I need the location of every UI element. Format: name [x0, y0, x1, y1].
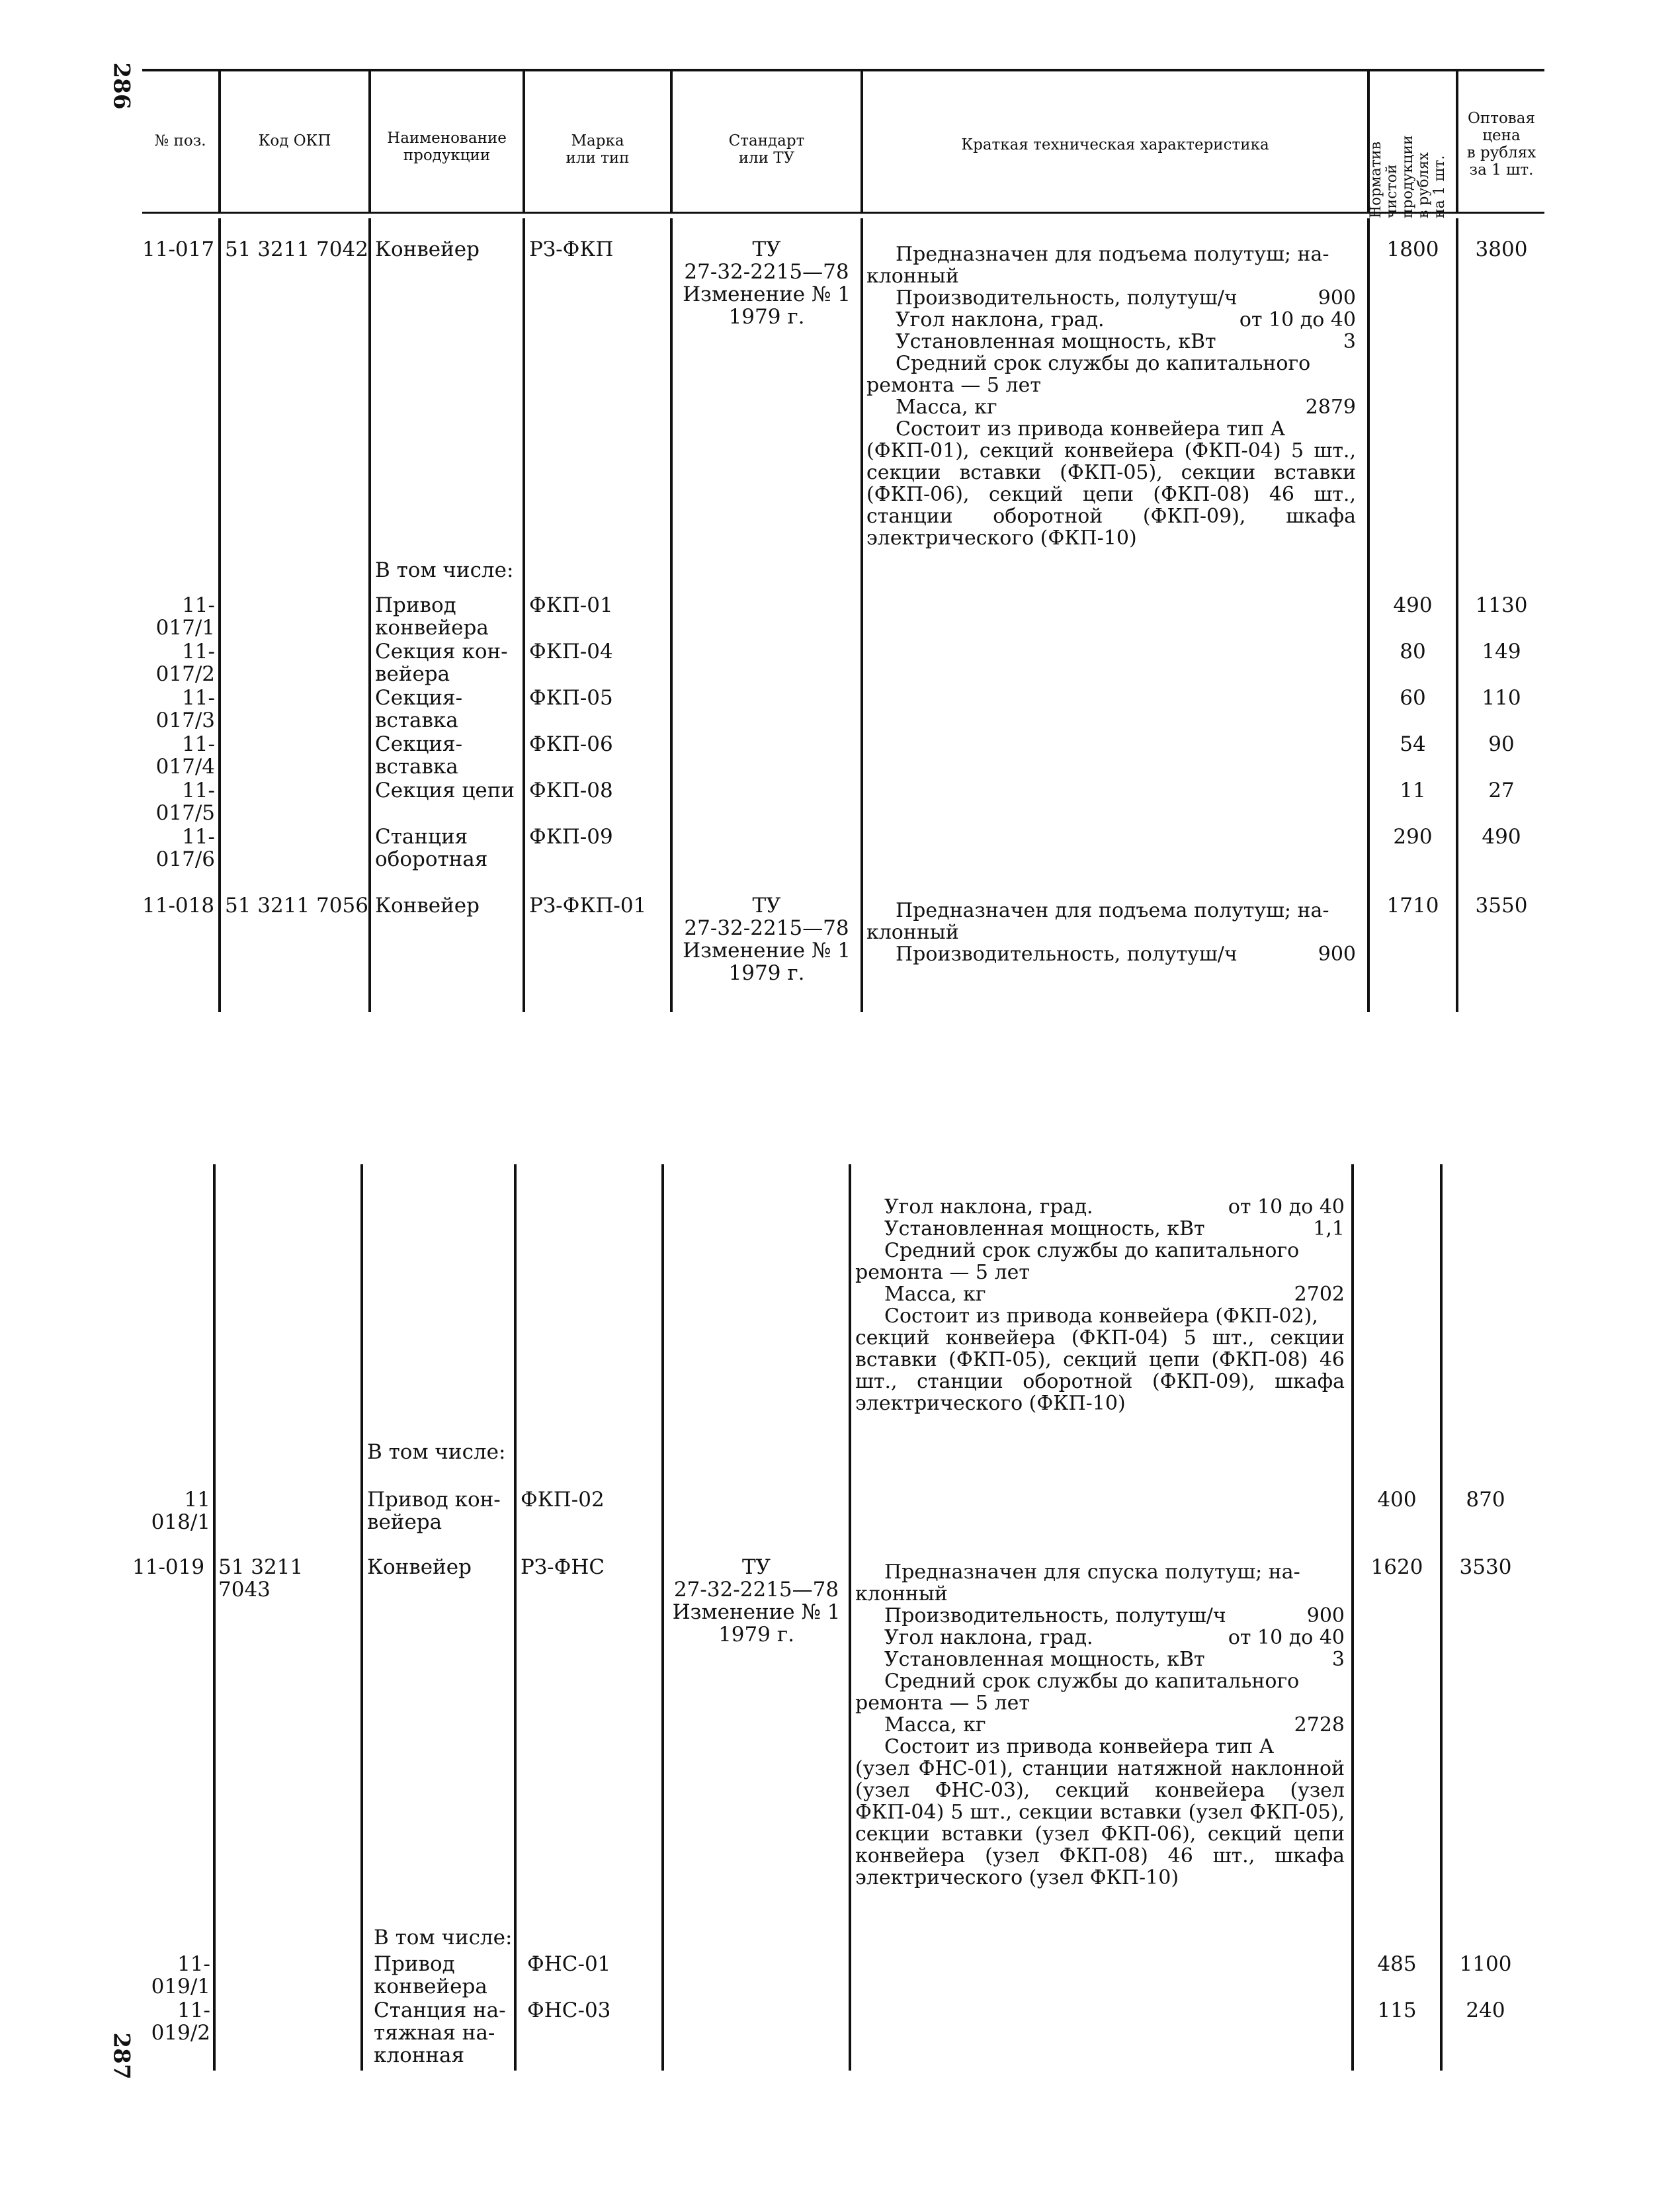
spec-017-mass-label: Масса, кг	[896, 396, 997, 419]
spec-019-composition-2: (узел ФНС-01), станции натяжной наклонной (узел ФНС-03), секций конвейера (узел ФКП-04) 5 шт., секции вставки (узел ФКП-05), секции вставки (узел ФКП-06), секций цепи конвейера (узел ФКП-08) 46 шт., шкафа электрического (узел ФКП-10)	[855, 1757, 1345, 1889]
spec-017-intro-1: Предназначен для подъема полутуш; на-	[896, 243, 1329, 266]
mark-11-017-5: ФКП-08	[529, 779, 613, 802]
bottom-sep-5	[849, 1164, 851, 2071]
body-sep-1	[218, 218, 221, 1012]
spec-11-018-top	[866, 900, 1356, 965]
price-11-019-1: 1100	[1459, 1952, 1512, 1976]
name-11-017-4: Секция- вставка	[375, 732, 463, 779]
including-label-019: В том числе:	[374, 1926, 513, 1950]
price-11-017-2: 149	[1482, 640, 1521, 664]
norm-11-017-3: 60	[1400, 686, 1426, 710]
bottom-sep-1	[213, 1164, 216, 2071]
price-11-019: 3530	[1459, 1555, 1512, 1579]
spec-019-angle-value: от 10 до 40	[1228, 1626, 1345, 1649]
mark-11-017-4: ФКП-06	[529, 732, 613, 756]
norm-11-019-2: 115	[1377, 1998, 1417, 2022]
norm-11-017-2: 80	[1400, 640, 1426, 664]
spec-018-intro-1: Предназначен для подъема полутуш; на-	[896, 899, 1329, 922]
bottom-sep-6	[1351, 1164, 1354, 2071]
norm-11-017-6: 290	[1393, 825, 1433, 849]
std-11-018: ТУ 27-32-2215—78 Изменение № 1 1979 г.	[683, 894, 851, 985]
spec-018c-mass	[855, 1283, 1345, 1305]
spec-019-mass-value: 2728	[1294, 1713, 1345, 1737]
spec-019-life-2: ремонта — 5 лет	[855, 1692, 1030, 1715]
norm-11-017-4: 54	[1400, 732, 1426, 756]
pos-11-017-5: 11- 017/5	[155, 779, 215, 825]
spec-019-intro-2: клонный	[855, 1582, 948, 1606]
spec-017-mass-value: 2879	[1305, 396, 1356, 419]
spec-019-productivity-label: Производительность, полутуш/ч	[884, 1604, 1226, 1627]
pos-11-018: 11-018	[142, 894, 215, 918]
spec-018c-power-label: Установленная мощность, кВт	[884, 1217, 1205, 1240]
name-11-019-2: Станция на- тяжная на- клонная	[374, 1998, 506, 2067]
including-label-018: В том числе:	[367, 1440, 506, 1464]
price-11-017-5: 27	[1488, 779, 1515, 802]
spec-019-mass	[855, 1714, 1345, 1736]
name-11-018: Конвейер	[375, 894, 480, 918]
mark-11-018: РЗ-ФКП-01	[529, 894, 647, 918]
spec-019-productivity	[855, 1605, 1345, 1627]
pos-11-017-2: 11- 017/2	[155, 640, 215, 686]
norm-11-017-1: 490	[1393, 593, 1433, 617]
spec-018-intro-2: клонный	[866, 921, 959, 944]
spec-019-power	[855, 1649, 1345, 1670]
spec-017-power-value: 3	[1343, 330, 1356, 353]
pos-11-018-1: 11 018/1	[151, 1488, 210, 1534]
header-norm: Норматив чистой продукции в рублях на 1 шт.	[1368, 135, 1448, 218]
spec-11-019	[855, 1561, 1345, 1889]
spec-017-mass	[866, 396, 1356, 418]
okp-11-018: 51 3211 7056	[225, 894, 368, 918]
spec-018-productivity	[866, 943, 1356, 965]
mark-11-019-2: ФНС-03	[527, 1998, 611, 2022]
spec-018c-life-2: ремонта — 5 лет	[855, 1261, 1030, 1284]
spec-018c-power	[855, 1218, 1345, 1240]
spec-017-angle-label: Угол наклона, град.	[896, 308, 1105, 331]
price-11-017-6: 490	[1482, 825, 1521, 849]
mark-11-019: РЗ-ФНС	[521, 1555, 605, 1579]
spec-019-intro-1: Предназначен для спуска полутуш; на-	[884, 1561, 1300, 1584]
norm-11-019-1: 485	[1377, 1952, 1417, 1976]
price-11-017: 3800	[1475, 237, 1528, 261]
norm-11-017-5: 11	[1400, 779, 1426, 802]
header-bottom-rule	[142, 212, 1544, 214]
name-11-017-3: Секция- вставка	[375, 686, 463, 732]
header-mark: Марка или тип	[566, 132, 630, 167]
mark-11-017-6: ФКП-09	[529, 825, 613, 849]
name-11-019: Конвейер	[367, 1555, 472, 1579]
okp-11-019: 51 3211 7043	[218, 1555, 304, 1602]
pos-11-019: 11-019	[132, 1555, 205, 1579]
spec-11-018-cont	[855, 1196, 1345, 1414]
price-11-017-4: 90	[1488, 732, 1515, 756]
mark-11-017-1: ФКП-01	[529, 593, 613, 617]
pos-11-017: 11-017	[142, 237, 215, 261]
bottom-sep-7	[1440, 1164, 1443, 2071]
name-11-018-1: Привод кон- вейера	[367, 1488, 501, 1534]
body-sep-4	[670, 218, 673, 1012]
mark-11-017-2: ФКП-04	[529, 640, 613, 664]
spec-018c-mass-label: Масса, кг	[884, 1283, 986, 1306]
spec-019-power-value: 3	[1331, 1648, 1345, 1671]
pos-11-017-3: 11- 017/3	[155, 686, 215, 732]
spec-019-life-1: Средний срок службы до капитального	[884, 1670, 1300, 1693]
price-11-017-1: 1130	[1475, 593, 1528, 617]
norm-11-017: 1800	[1386, 237, 1439, 261]
price-11-019-2: 240	[1466, 1998, 1505, 2022]
spec-018c-composition-1: Состоит из привода конвейера (ФКП-02),	[884, 1305, 1318, 1328]
spec-017-power	[866, 331, 1356, 353]
spec-017-productivity-value: 900	[1318, 286, 1356, 310]
body-sep-2	[368, 218, 371, 1012]
name-11-017-2: Секция кон- вейера	[375, 640, 508, 686]
price-11-018-1: 870	[1466, 1488, 1505, 1512]
spec-018c-life-1: Средний срок службы до капитального	[884, 1239, 1300, 1262]
okp-11-017: 51 3211 7042	[225, 237, 368, 261]
spec-019-productivity-value: 900	[1306, 1604, 1345, 1627]
mark-11-018-1: ФКП-02	[521, 1488, 605, 1512]
spec-018-productivity-value: 900	[1318, 943, 1356, 966]
spec-018-productivity-label: Производительность, полутуш/ч	[896, 943, 1238, 966]
spec-019-power-label: Установленная мощность, кВт	[884, 1648, 1205, 1671]
spec-019-composition-1: Состоит из привода конвейера тип А	[884, 1735, 1275, 1758]
spec-11-017	[866, 243, 1356, 549]
bottom-sep-2	[360, 1164, 363, 2071]
spec-019-mass-label: Масса, кг	[884, 1713, 986, 1737]
header-name: Наименование продукции	[387, 130, 507, 164]
page-number-bottom: 287	[108, 2032, 135, 2080]
mark-11-019-1: ФНС-01	[527, 1952, 611, 1976]
header-pos: № поз.	[154, 132, 206, 150]
spec-017-power-label: Установленная мощность, кВт	[896, 330, 1216, 353]
spec-017-angle	[866, 309, 1356, 331]
pos-11-019-2: 11- 019/2	[151, 1998, 210, 2045]
spec-018c-angle	[855, 1196, 1345, 1218]
spec-017-life-1: Средний срок службы до капитального	[896, 352, 1311, 375]
norm-11-018: 1710	[1386, 894, 1439, 918]
header-okp: Код ОКП	[258, 132, 331, 150]
price-11-018: 3550	[1475, 894, 1528, 918]
spec-018c-power-value: 1,1	[1313, 1217, 1345, 1240]
norm-11-019: 1620	[1370, 1555, 1423, 1579]
body-sep-5	[861, 218, 863, 1012]
spec-017-intro-2: клонный	[866, 265, 959, 288]
name-11-017-1: Привод конвейера	[375, 593, 489, 640]
name-11-017-5: Секция цепи	[375, 779, 515, 802]
header-price: Оптовая цена в рублях за 1 шт.	[1466, 110, 1536, 179]
header-standard: Стандарт или ТУ	[728, 132, 805, 167]
top-table-rule	[142, 69, 1544, 71]
std-11-017: ТУ 27-32-2215—78 Изменение № 1 1979 г.	[683, 237, 851, 329]
spec-017-angle-value: от 10 до 40	[1239, 308, 1356, 331]
spec-019-angle	[855, 1627, 1345, 1649]
spec-017-composition-2: (ФКП-01), секций конвейера (ФКП-04) 5 шт., секции вставки (ФКП-05), секции вставки (ФКП-06), секций цепи (ФКП-08) 46 шт., станции оборотной (ФКП-09), шкафа электрического (ФКП-10)	[866, 439, 1356, 550]
page-number-top: 286	[108, 62, 135, 110]
pos-11-017-1: 11- 017/1	[155, 593, 215, 640]
spec-018c-mass-value: 2702	[1294, 1283, 1345, 1306]
spec-017-life-2: ремонта — 5 лет	[866, 374, 1041, 397]
name-11-019-1: Привод конвейера	[374, 1952, 487, 1998]
mark-11-017: РЗ-ФКП	[529, 237, 614, 261]
std-11-019: ТУ 27-32-2215—78 Изменение № 1 1979 г.	[672, 1555, 841, 1647]
body-sep-3	[523, 218, 525, 1012]
spec-018c-angle-value: от 10 до 40	[1228, 1195, 1345, 1219]
pos-11-019-1: 11- 019/1	[151, 1952, 210, 1998]
price-11-017-3: 110	[1482, 686, 1521, 710]
spec-017-composition-1: Состоит из привода конвейера тип А	[896, 417, 1286, 441]
pos-11-017-6: 11- 017/6	[155, 825, 215, 871]
spec-019-angle-label: Угол наклона, град.	[884, 1626, 1093, 1649]
mark-11-017-3: ФКП-05	[529, 686, 613, 710]
header-spec: Краткая техническая характеристика	[961, 136, 1269, 153]
name-11-017: Конвейер	[375, 237, 480, 261]
norm-11-018-1: 400	[1377, 1488, 1417, 1512]
spec-018c-composition-2: секций конвейера (ФКП-04) 5 шт., секции вставки (ФКП-05), секций цепи (ФКП-08) 46 шт., станции оборотной (ФКП-09), шкафа электрического (ФКП-10)	[855, 1326, 1345, 1415]
spec-017-productivity	[866, 287, 1356, 309]
name-11-017-6: Станция оборотная	[375, 825, 488, 871]
including-label-017: В том числе:	[375, 558, 514, 582]
spec-017-productivity-label: Производительность, полутуш/ч	[896, 286, 1238, 310]
spec-018c-angle-label: Угол наклона, град.	[884, 1195, 1093, 1219]
pos-11-017-4: 11- 017/4	[155, 732, 215, 779]
